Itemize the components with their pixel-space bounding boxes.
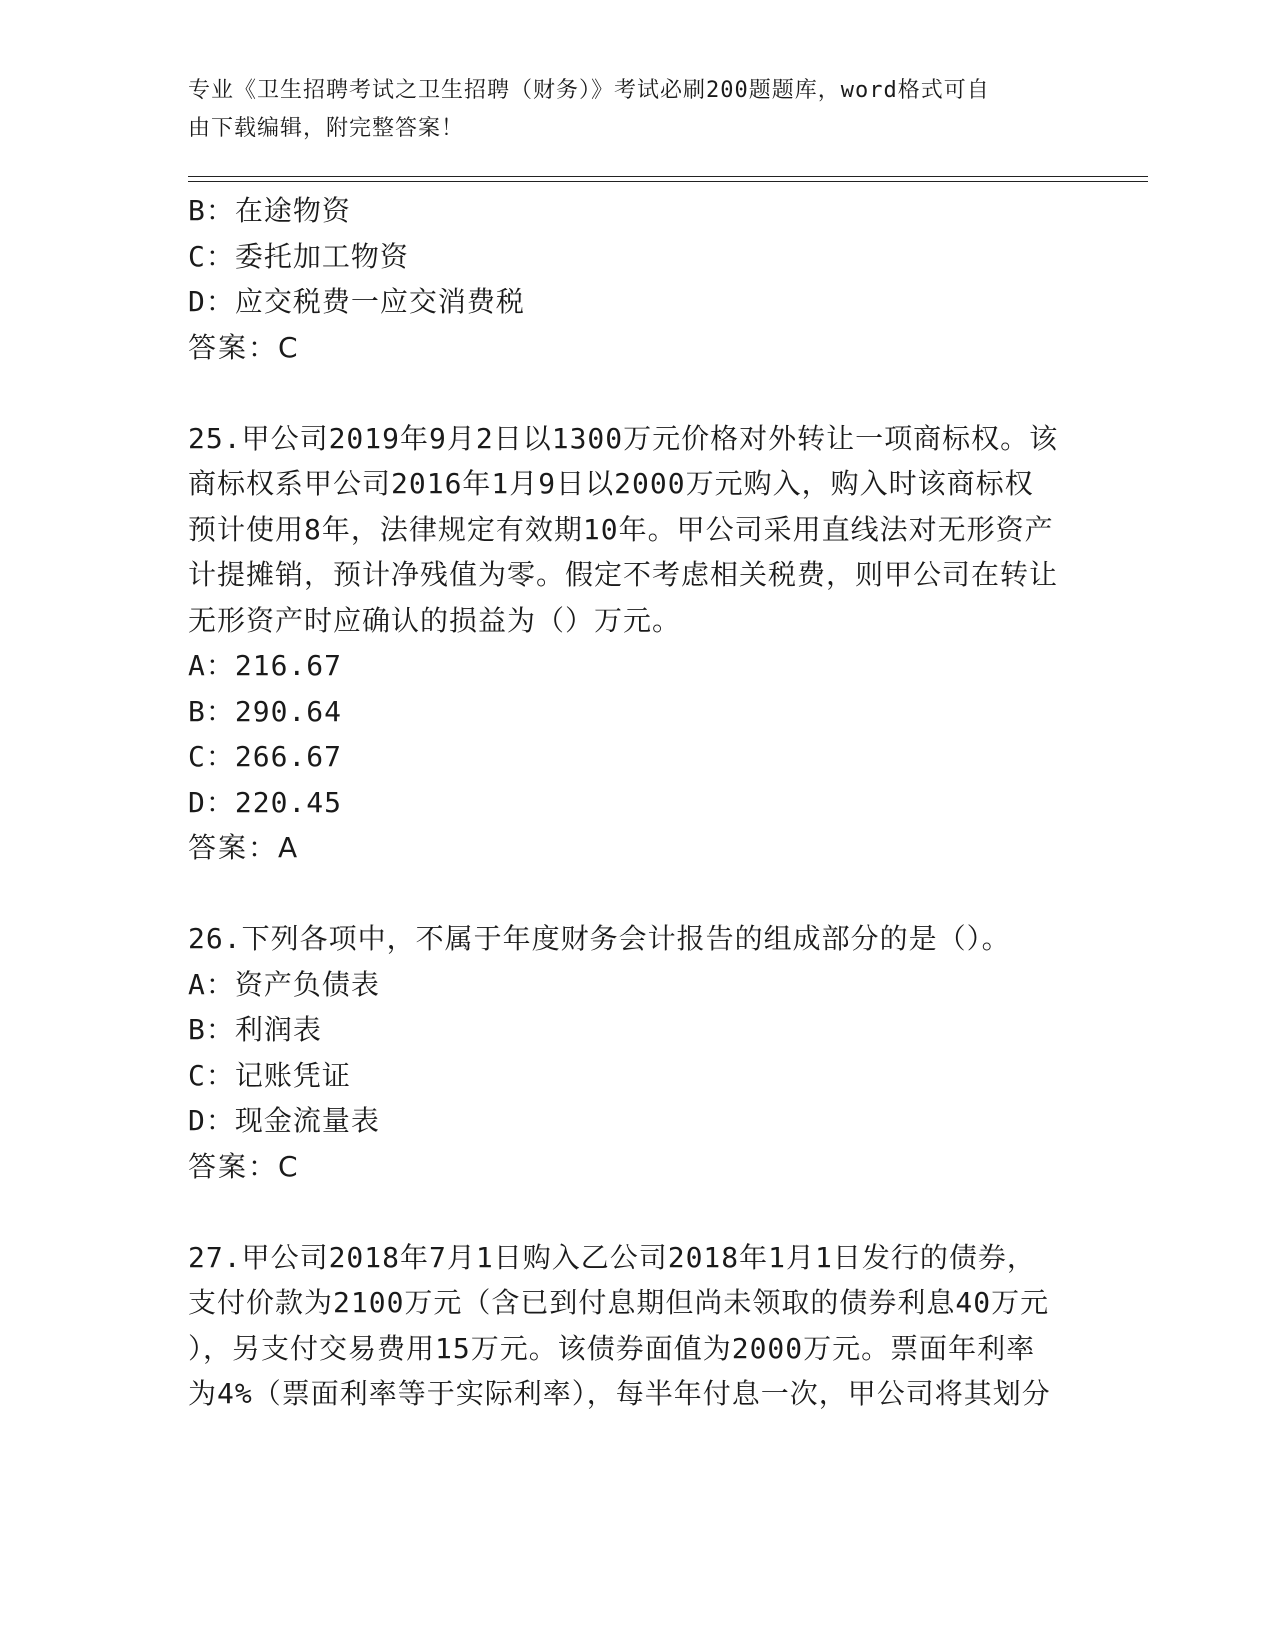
option-b: B：290.64 [188, 694, 343, 728]
header-line: 专业《卫生招聘考试之卫生招聘（财务）》考试必刷200题题库，word格式可自 [188, 78, 990, 103]
question-stem-line: 无形资产时应确认的损益为（）万元。 [188, 603, 682, 637]
answer: 答案：C [188, 1149, 300, 1183]
document-body [188, 188, 1088, 1417]
spacer [188, 871, 1088, 917]
header-divider-top [188, 176, 1148, 177]
option-c: C：266.67 [188, 740, 343, 773]
option-c: C：记账凭证 [188, 1058, 351, 1092]
answer: 答案：C [188, 330, 300, 364]
option-b: B：在途物资 [188, 194, 351, 227]
question-stem-line: 计提摊销，预计净残值为零。假定不考虑相关税费，则甲公司在转让 [188, 558, 1059, 591]
question-25 [188, 416, 1088, 871]
question-27 [188, 1235, 1088, 1417]
option-a: A：资产负债表 [188, 967, 380, 1001]
spacer [188, 1189, 1088, 1235]
header-divider-bottom [188, 181, 1148, 182]
header-line: 由下载编辑，附完整答案！ [188, 116, 465, 141]
question-stem-line: 26.下列各项中，不属于年度财务会计报告的组成部分的是（）。 [188, 922, 1011, 955]
question-stem-line: 27.甲公司2018年7月1日购入乙公司2018年1月1日发行的债券， [188, 1240, 1036, 1274]
question-stem-line: 预计使用8年，法律规定有效期10年。甲公司采用直线法对无形资产 [188, 512, 1054, 546]
question-stem-line: 为4%（票面利率等于实际利率），每半年付息一次，甲公司将其划分 [188, 1377, 1051, 1410]
question-stem-line: 支付价款为2100万元（含已到付息期但尚未领取的债券利息40万元 [188, 1286, 1050, 1319]
option-d: D：应交税费一应交消费税 [188, 285, 525, 318]
document-header [188, 72, 1068, 148]
question-stem-line: 25.甲公司2019年9月2日以1300万元价格对外转让一项商标权。该 [188, 421, 1059, 455]
option-c: C：委托加工物资 [188, 239, 409, 273]
option-d: D：220.45 [188, 785, 343, 819]
answer: 答案：A [188, 831, 300, 864]
option-a: A：216.67 [188, 649, 343, 682]
spacer [188, 370, 1088, 416]
question-26 [188, 916, 1088, 1189]
question-stem-line: ），另支付交易费用15万元。该债券面值为2000万元。票面年利率 [188, 1331, 1036, 1365]
question-stem-line: 商标权系甲公司2016年1月9日以2000万元购入，购入时该商标权 [188, 467, 1034, 500]
option-b: B：利润表 [188, 1013, 322, 1046]
option-d: D：现金流量表 [188, 1104, 380, 1137]
question-prev [188, 188, 1088, 370]
